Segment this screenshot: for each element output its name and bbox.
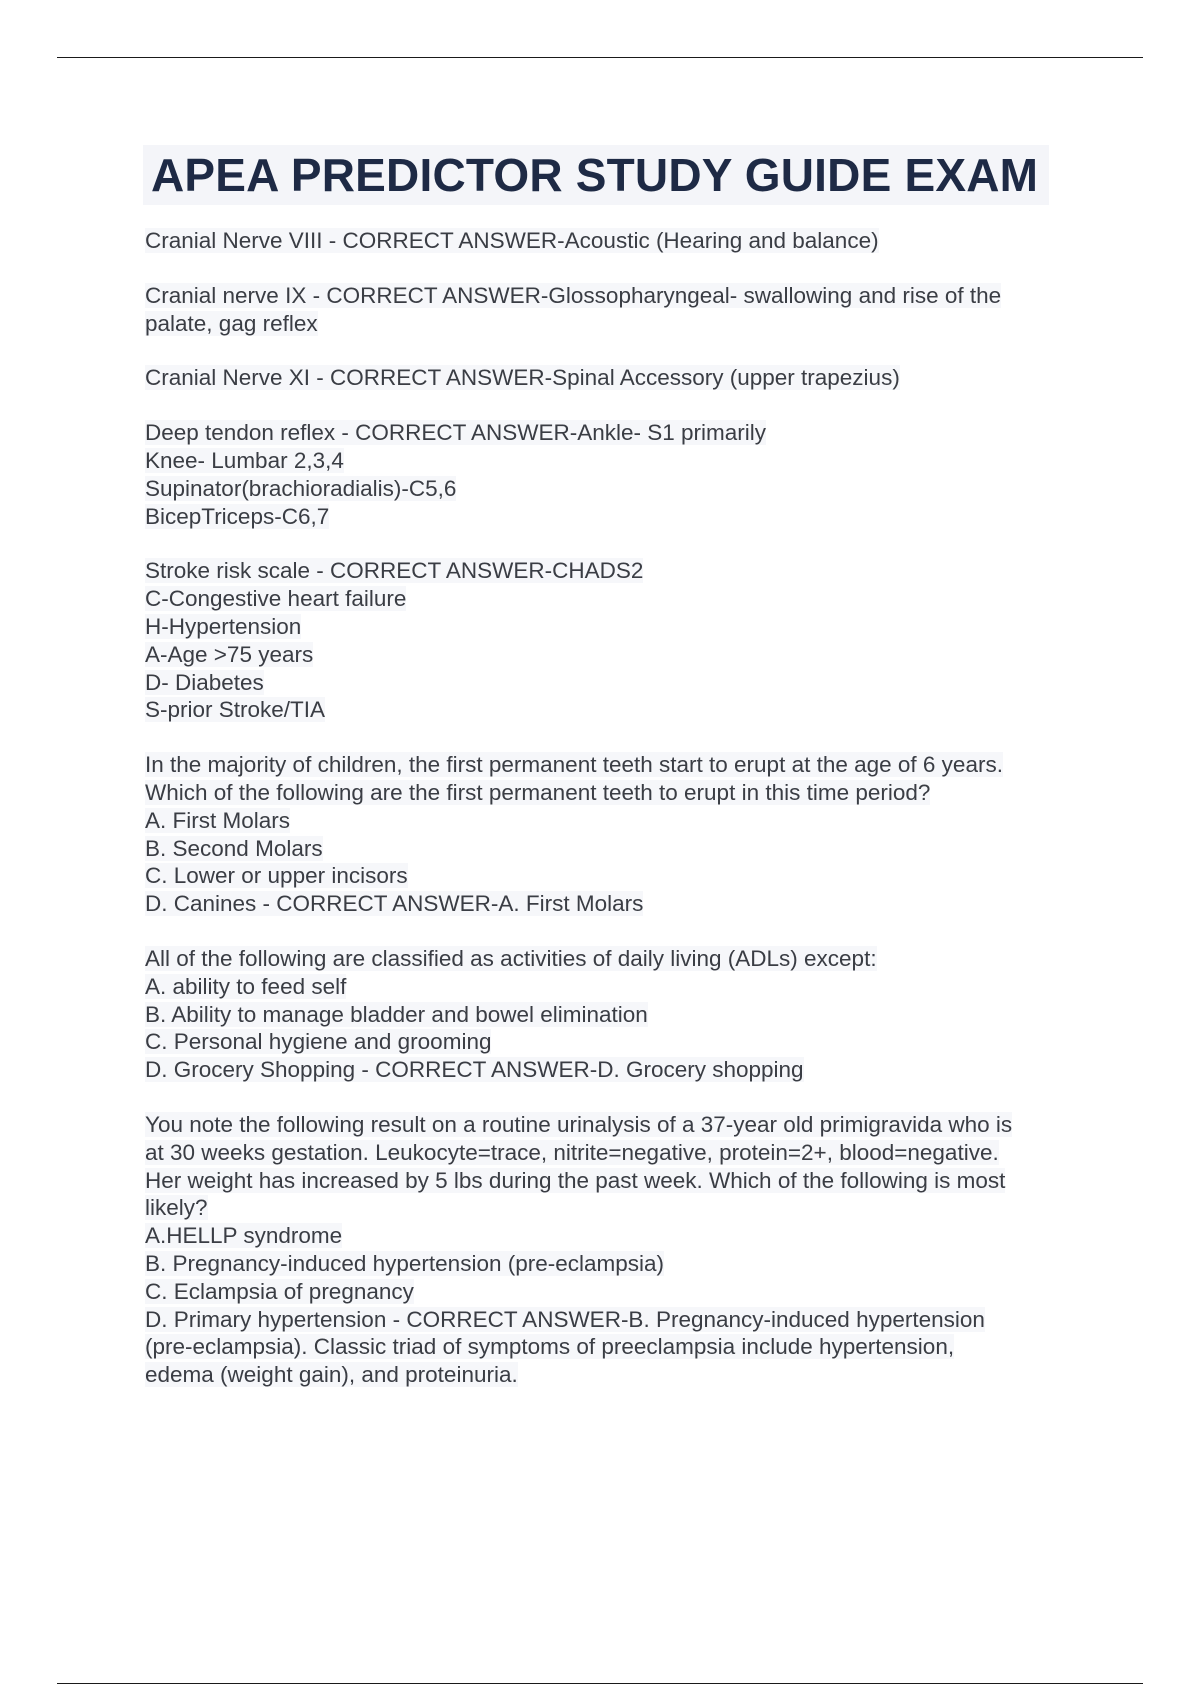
- qa-line-text: D. Grocery Shopping - CORRECT ANSWER-D. Grocery shopping: [145, 1057, 804, 1083]
- qa-line: [145, 1306, 1080, 1334]
- qa-line: [145, 1028, 1080, 1056]
- qa-line: [145, 890, 1080, 918]
- qa-line: [145, 503, 1080, 531]
- qa-line: [145, 862, 1080, 890]
- qa-line-text: A. ability to feed self: [145, 973, 347, 999]
- qa-line: [145, 1250, 1080, 1278]
- qa-line-text: Cranial nerve IX - CORRECT ANSWER-Glossopharyngeal- swallowing and rise of the: [145, 282, 1002, 308]
- qa-line: [145, 1278, 1080, 1306]
- qa-line: [145, 1056, 1080, 1084]
- qa-line: [145, 669, 1080, 697]
- qa-entry: [145, 1111, 1080, 1389]
- qa-line-text: A.HELLP syndrome: [145, 1223, 343, 1249]
- qa-line-text: B. Second Molars: [145, 835, 323, 861]
- qa-line: [145, 557, 1080, 585]
- qa-line: [145, 945, 1080, 973]
- qa-line: [145, 1001, 1080, 1029]
- qa-line-text: S-prior Stroke/TIA: [145, 697, 326, 723]
- qa-line-text: A-Age >75 years: [145, 641, 314, 667]
- qa-line-text: In the majority of children, the first permanent teeth start to erupt at the age of 6 years.: [145, 752, 1003, 778]
- qa-line-text: Cranial Nerve XI - CORRECT ANSWER-Spinal Accessory (upper trapezius): [145, 365, 900, 391]
- qa-line-text: (pre-eclampsia). Classic triad of symptoms of preeclampsia include hypertension,: [145, 1334, 955, 1360]
- qa-line: [145, 641, 1080, 669]
- qa-line-text: C. Personal hygiene and grooming: [145, 1029, 492, 1055]
- qa-line-text: B. Ability to manage bladder and bowel elimination: [145, 1001, 648, 1027]
- qa-line-text: Supinator(brachioradialis)-C5,6: [145, 475, 457, 501]
- qa-line: [145, 973, 1080, 1001]
- qa-line: [145, 447, 1080, 475]
- document-body: [145, 145, 1080, 1416]
- qa-line: [145, 310, 1080, 338]
- qa-line: [145, 696, 1080, 724]
- qa-line: [145, 419, 1080, 447]
- qa-line-text: palate, gag reflex: [145, 310, 318, 336]
- qa-entry: [145, 751, 1080, 918]
- qa-line-text: Her weight has increased by 5 lbs during the past week. Which of the following is most: [145, 1167, 1006, 1193]
- qa-line-text: D- Diabetes: [145, 669, 264, 695]
- qa-line-text: likely?: [145, 1195, 208, 1221]
- qa-entry: [145, 227, 1080, 255]
- qa-line-text: Knee- Lumbar 2,3,4: [145, 447, 344, 473]
- qa-line-text: edema (weight gain), and proteinuria.: [145, 1362, 518, 1388]
- qa-line-text: Which of the following are the first permanent teeth to erupt in this time period?: [145, 779, 931, 805]
- qa-line-text: A. First Molars: [145, 807, 291, 833]
- qa-line: [145, 779, 1080, 807]
- qa-entry: [145, 557, 1080, 724]
- qa-list: [145, 227, 1080, 1389]
- qa-line-text: BicepTriceps-C6,7: [145, 503, 330, 529]
- qa-line: [145, 227, 1080, 255]
- qa-line: [145, 475, 1080, 503]
- qa-line: [145, 835, 1080, 863]
- qa-line: [145, 1139, 1080, 1167]
- document-title: APEA PREDICTOR STUDY GUIDE EXAM: [143, 145, 1049, 205]
- qa-line: [145, 1333, 1080, 1361]
- qa-line-text: H-Hypertension: [145, 613, 302, 639]
- qa-line: [145, 1361, 1080, 1389]
- qa-line-text: D. Canines - CORRECT ANSWER-A. First Molars: [145, 891, 644, 917]
- qa-line-text: C. Eclampsia of pregnancy: [145, 1278, 414, 1304]
- qa-line: [145, 282, 1080, 310]
- qa-line: [145, 751, 1080, 779]
- qa-line-text: Cranial Nerve VIII - CORRECT ANSWER-Acoustic (Hearing and balance): [145, 228, 879, 253]
- qa-line-text: Stroke risk scale - CORRECT ANSWER-CHADS2: [145, 558, 644, 584]
- qa-line: [145, 613, 1080, 641]
- qa-entry: [145, 364, 1080, 392]
- qa-line-text: D. Primary hypertension - CORRECT ANSWER-B. Pregnancy-induced hypertension: [145, 1306, 985, 1332]
- qa-line-text: All of the following are classified as activities of daily living (ADLs) except:: [145, 945, 877, 971]
- qa-entry: [145, 282, 1080, 338]
- qa-line: [145, 585, 1080, 613]
- qa-entry: [145, 945, 1080, 1084]
- bottom-rule: [57, 1683, 1143, 1684]
- qa-line-text: at 30 weeks gestation. Leukocyte=trace, nitrite=negative, protein=2+, blood=negative.: [145, 1139, 999, 1165]
- qa-line: [145, 1111, 1080, 1139]
- qa-line: [145, 1194, 1080, 1222]
- top-rule: [57, 57, 1143, 58]
- qa-line-text: Deep tendon reflex - CORRECT ANSWER-Ankle- S1 primarily: [145, 420, 767, 446]
- qa-line-text: C-Congestive heart failure: [145, 586, 407, 612]
- qa-line: [145, 364, 1080, 392]
- qa-entry: [145, 419, 1080, 530]
- qa-line: [145, 1222, 1080, 1250]
- qa-line: [145, 807, 1080, 835]
- qa-line-text: B. Pregnancy-induced hypertension (pre-eclampsia): [145, 1250, 665, 1276]
- qa-line-text: C. Lower or upper incisors: [145, 863, 408, 889]
- qa-line: [145, 1167, 1080, 1195]
- qa-line-text: You note the following result on a routine urinalysis of a 37-year old primigravida who is: [145, 1111, 1013, 1137]
